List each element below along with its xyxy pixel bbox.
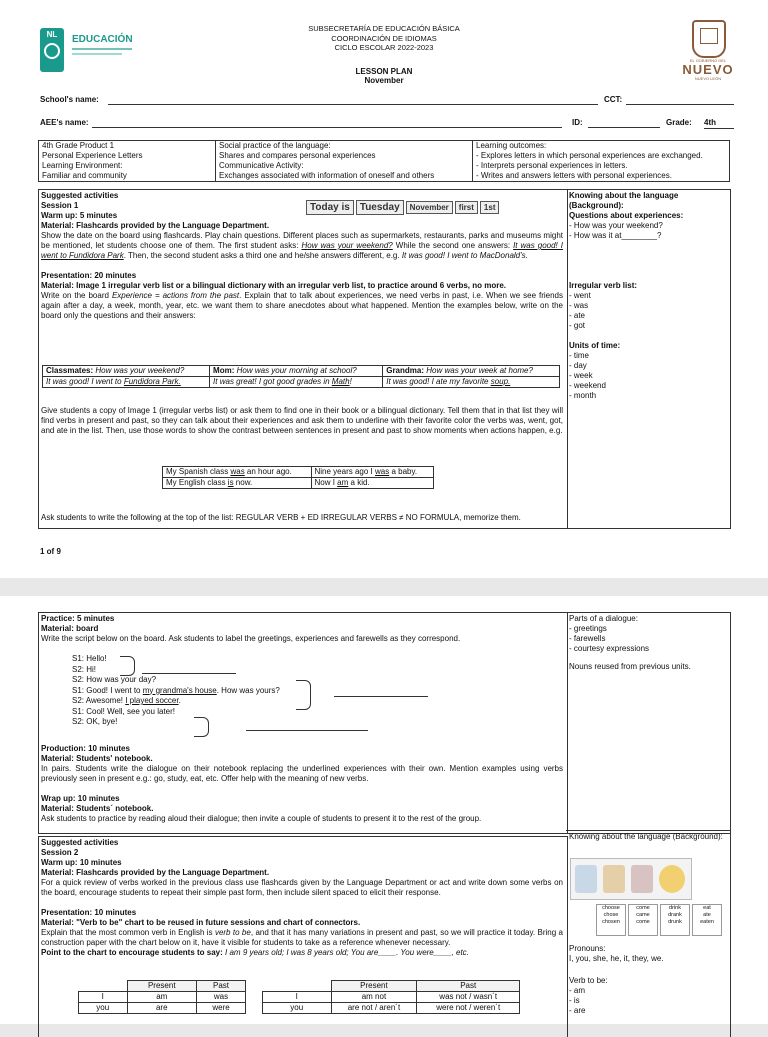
text-span: How was your morning at school? — [236, 366, 357, 375]
doc-month: November — [364, 76, 404, 85]
side-item: - got — [569, 321, 586, 330]
cct-field[interactable] — [626, 104, 734, 105]
text-span: a kid. — [348, 478, 370, 487]
text-span: Fundidora Park. — [123, 377, 181, 386]
product-title: 4th Grade Product 1 — [42, 141, 115, 150]
text-span: How was your weekend? — [95, 366, 185, 375]
presentation-title: Presentation: 10 minutes — [41, 908, 137, 917]
side-subtitle: Parts of a dialogue: — [569, 614, 638, 623]
text-span: come — [636, 919, 650, 925]
side-item: - week — [569, 371, 593, 380]
side-item: - greetings — [569, 624, 607, 633]
org-line-1: SUBSECRETARÍA DE EDUCACIÓN BÁSICA — [308, 24, 460, 33]
doc-title: LESSON PLAN — [355, 66, 413, 76]
verb-card — [692, 904, 722, 936]
contrast-table — [162, 466, 434, 489]
ask-students-text: Ask students to write the following at the top of the list: REGULAR VERB + ED IRREGULAR VERBS ≠ NO FORMULA, memorize them. — [41, 513, 521, 522]
text-span: come — [636, 905, 650, 911]
side-item: - day — [569, 361, 587, 370]
contrast-cell — [163, 467, 312, 478]
chart-cell: I — [263, 992, 332, 1003]
dialogue-script — [72, 654, 280, 728]
outcome-item: - Explores letters in which personal experiences are exchanged. — [476, 151, 703, 160]
side-item: - ate — [569, 311, 586, 320]
page-number: 1 of 9 — [40, 547, 61, 556]
dialogue-line — [72, 686, 280, 697]
side-subtitle: Knowing about the language (Background): — [569, 832, 723, 841]
practice-text: Write the script below on the board. Ask students to label the greetings, experiences and farewells as they correspond. — [41, 634, 461, 643]
environment-label: Learning Environment: — [42, 161, 123, 170]
text-span: . — [178, 696, 181, 705]
chart-cell: am — [127, 992, 197, 1003]
side-item: - are — [569, 1006, 586, 1015]
side-item: - is — [569, 996, 580, 1005]
session2-content — [41, 838, 563, 958]
flashcard: November — [406, 201, 453, 214]
side-subtitle: Verb to be: — [569, 976, 608, 985]
text-span: ate — [703, 912, 711, 918]
flashcard: Today is — [306, 200, 354, 215]
page-2 — [0, 596, 768, 1024]
text-span: choose — [602, 905, 620, 911]
text-span: eaten — [700, 919, 714, 925]
text-span: Now I — [314, 478, 338, 487]
text-span: It was good! I went to Fundidora Park — [41, 241, 564, 260]
practice-content — [41, 614, 563, 644]
education-logo-icon — [40, 28, 64, 72]
session1-content — [41, 191, 563, 321]
warmup-text: For a quick review of verbs worked in the previous class use flashcards given by the Language Department or act and write down some verbs on the board, encourage students to repeat their simple past form, then include silent spaced to elicit their response. — [41, 878, 563, 897]
chart-cell: were not / weren´t — [417, 1003, 520, 1014]
text-span: Point to the chart to encourage students to say: — [41, 948, 226, 957]
text-span: soup. — [490, 377, 511, 386]
chart-cell: are not / aren´t — [331, 1003, 417, 1014]
chart-cell: are — [127, 1003, 197, 1014]
text-span: drunk — [668, 919, 682, 925]
chart-cell: was — [197, 992, 246, 1003]
text-span: S2: How was your day? — [72, 675, 157, 684]
presentation-text — [41, 928, 563, 948]
chart-head — [263, 981, 332, 992]
text-span: my grandma's house — [142, 685, 217, 695]
id-label: ID: — [572, 118, 583, 127]
communicative-label: Communicative Activity: — [219, 161, 304, 170]
verb-card — [660, 904, 690, 936]
example-cell: It was great! I got good grades in Math! — [210, 377, 383, 388]
text-span: My Spanish class — [166, 467, 231, 476]
text-span: It was good! I went to — [46, 377, 124, 386]
dialogue-line — [72, 654, 280, 665]
side-item: - time — [569, 351, 589, 360]
text-span: S2: Awesome! — [72, 696, 126, 705]
side-title: Knowing about the language (Background): — [569, 191, 679, 210]
text-span: I played soccer — [125, 696, 179, 705]
side-item: - How was your weekend? — [569, 221, 663, 230]
text-span: an hour ago. — [244, 467, 292, 476]
warmup-text — [41, 231, 563, 261]
gov-caption: EL GOBIERNO DEL — [689, 58, 727, 63]
wrapup-material: Material: Students´ notebook. — [41, 804, 154, 813]
production-text: In pairs. Students write the dialogue on their notebook replacing the underlined experiences with their own. Mention examples using verbs previously seen in present e.g.: go, study, eat, etc. Offer help with the meaning of new verbs. — [41, 764, 563, 783]
product-name: Personal Experience Letters — [42, 151, 143, 160]
outcome-item: - Interprets personal experiences in letters. — [476, 161, 628, 170]
label-blank[interactable] — [334, 696, 428, 697]
text-span: My English class — [166, 478, 228, 487]
example-cell — [43, 366, 210, 377]
header-block — [200, 24, 568, 86]
side-item: - was — [569, 301, 589, 310]
example-cell — [383, 377, 560, 388]
side-item: - went — [569, 291, 591, 300]
side-subtitle: Units of time: — [569, 341, 621, 350]
social-practice-cell — [216, 141, 473, 182]
text-span: . Explain that to talk about experiences, we need verbs in past, i.e. When we see friends again after a day, a week, month, year, etc. we want them to share anecdotes about what happened. Mention the examples below, write on the board only the questions and their answers: — [41, 291, 564, 320]
production-title: Production: 10 minutes — [41, 744, 130, 753]
wrapup-text: Ask students to practice by reading aloud their dialogue; then invite a couple of students to present it to the rest of the group. — [41, 814, 482, 823]
chart-head: Past — [197, 981, 246, 992]
text-span: Show the date on the board using flashcards. Play chain questions. Different places such as supermarkets, restaurants, parks and museums might be mentioned, let students choose one of them. The first student asks: — [41, 231, 563, 250]
suggested-title: Suggested activities — [41, 191, 119, 200]
dialogue-line — [72, 696, 280, 707]
practice-title: Practice: 5 minutes — [41, 614, 115, 623]
text-span: eat — [703, 905, 711, 911]
contrast-cell — [163, 478, 312, 489]
text-span: Explain that the most common verb in English is — [41, 928, 215, 937]
text-span: . Then, the second student asks a third one and he/she answers different, e.g. — [123, 251, 402, 260]
bracket-greetings — [120, 656, 135, 676]
text-span: While the second one answers: — [392, 241, 514, 250]
id-field[interactable] — [588, 127, 660, 128]
org-line-2: COORDINACIÓN DE IDIOMAS — [331, 33, 437, 43]
text-span: , and that it has many variations in present and past, so we will practice it today. Bring a construction paper with the chart below on it, have it visible for students to take as a reference whenever necessary. — [41, 928, 564, 947]
verb-to-be-positive-chart — [78, 980, 246, 1014]
side-subtitle: Questions about experiences: — [569, 211, 684, 220]
text-span: I am 9 years old; I was 8 years old; You are____. You were____, etc. — [225, 948, 469, 957]
suggested-title: Suggested activities — [41, 838, 119, 847]
side-item: Nouns reused from previous units. — [569, 662, 691, 671]
social-practice-value: Shares and compares personal experiences — [219, 151, 376, 160]
presentation-text — [41, 291, 563, 321]
chart-head: Past — [417, 981, 520, 992]
dialogue-line — [72, 717, 280, 728]
education-logo-text: EDUCACIÓN — [72, 34, 133, 45]
flashcard: first — [455, 201, 478, 214]
example-cell — [210, 366, 383, 377]
contrast-cell — [311, 478, 434, 489]
text-span: S2: OK, bye! — [72, 717, 118, 726]
give-students-text: Give students a copy of Image 1 (irregular verbs list) or ask them to find one in their book or a bilingual dictionary. Tell them that in that list they will find verbs in present and past, so they can talk about their experiences and ask them to underline with their favorite color the verbs was, went, got, and ate in the list. Then, use those words to show the contrast between sentences in present and past to show moments when actions happen, e.g. — [41, 406, 563, 435]
flashcard: Tuesday — [356, 200, 404, 215]
dialogue-line — [72, 675, 280, 686]
production-content — [41, 744, 563, 824]
org-line-3: CICLO ESCOLAR 2022-2023 — [334, 43, 434, 52]
side-item: - weekend — [569, 381, 606, 390]
warmup-title: Warm up: 10 minutes — [41, 858, 122, 867]
text-span: How was your week at home? — [426, 366, 533, 375]
side2-content — [569, 614, 727, 672]
practice-material: Material: board — [41, 624, 99, 633]
government-seal-icon — [692, 20, 726, 58]
presentation-say — [41, 948, 563, 958]
text-span: a baby. — [389, 467, 418, 476]
text-span: It was great! I got good grades in — [213, 377, 332, 386]
text-span: drank — [668, 912, 682, 918]
side-item: I, you, she, he, it, they, we. — [569, 954, 664, 963]
text-span: now. — [233, 478, 253, 487]
text-span: . How was yours? — [216, 685, 280, 695]
side-item: - farewells — [569, 634, 606, 643]
gov-logo-text: NUEVO — [682, 62, 734, 77]
text-span: is — [227, 478, 234, 487]
text-span: Math — [331, 377, 350, 386]
cct-label: CCT: — [604, 95, 623, 104]
side1-content — [569, 191, 727, 401]
verb-card — [628, 904, 658, 936]
grade-value: 4th — [704, 118, 734, 129]
text-span: was — [230, 467, 245, 476]
text-span: Experience = actions from the past — [111, 291, 240, 300]
school-name-label: School's name: — [40, 95, 99, 104]
example-cell — [383, 366, 560, 377]
grade-label: Grade: — [666, 118, 692, 127]
product-cell — [39, 141, 216, 182]
bracket-farewells — [194, 717, 209, 737]
outcome-item: - Writes and answers letters with personal experiences. — [476, 171, 672, 180]
chart-head — [79, 981, 128, 992]
side-item: - am — [569, 986, 585, 995]
presentation-material: Material: "Verb to be" chart to be reused in future sessions and chart of connectors. — [41, 918, 361, 927]
side-item: - courtesy expressions — [569, 644, 650, 653]
outcomes-label: Learning outcomes: — [476, 141, 547, 150]
label-blank[interactable] — [142, 673, 236, 674]
text-span: Classmates: — [46, 366, 96, 375]
verb-to-be-negative-chart — [262, 980, 520, 1014]
logo-nl-text: NL — [46, 30, 58, 39]
text-span: Write on the board — [41, 291, 112, 300]
text-span: S1: Good! I went to — [72, 685, 143, 695]
bracket-experiences — [296, 680, 311, 710]
communicative-value: Exchanges associated with information of oneself and others — [219, 171, 435, 180]
verb-cards — [596, 904, 720, 936]
contrast-cell — [311, 467, 434, 478]
side3-lists — [569, 944, 727, 1016]
warmup-title: Warm up: 5 minutes — [41, 211, 118, 220]
warmup-material: Material: Flashcards provided by the Language Department. — [41, 221, 270, 230]
school-name-field[interactable] — [108, 104, 598, 105]
text-span: It was good! I ate my favorite — [386, 377, 491, 386]
flashcards-picture-icon — [570, 858, 692, 900]
session-title: Session 2 — [41, 848, 79, 857]
text-span: chose — [603, 912, 619, 918]
text-span: was — [374, 467, 390, 476]
outcomes-cell — [473, 141, 730, 182]
text-span: S1: Hello! — [72, 654, 107, 663]
text-span: S2: Hi! — [72, 664, 97, 674]
side-item: - month — [569, 391, 597, 400]
text-span: Nine years ago I — [314, 467, 375, 476]
text-span: It was good! I went to MacDonald's. — [401, 251, 528, 260]
examples-table — [42, 365, 560, 388]
side3-content — [569, 832, 727, 842]
aee-name-label: AEE's name: — [40, 118, 89, 127]
presentation-material: Material: Image 1 irregular verb list or a bilingual dictionary with an irregular verb list, to practice around 6 verbs, no more. — [41, 281, 507, 290]
wrapup-title: Wrap up: 10 minutes — [41, 794, 120, 803]
verb-card — [596, 904, 626, 936]
chart-cell: am not — [331, 992, 417, 1003]
chart-head: Present — [127, 981, 197, 992]
example-cell — [43, 377, 210, 388]
text-span: Mom: — [213, 366, 237, 375]
aee-name-field[interactable] — [92, 127, 562, 128]
chart-cell: was not / wasn´t — [417, 992, 520, 1003]
text-span: How was your weekend? — [301, 241, 393, 250]
text-span: verb to be — [214, 928, 251, 937]
social-practice-label: Social practice of the language: — [219, 141, 331, 150]
production-material: Material: Students' notebook. — [41, 754, 153, 763]
side-item: - How was it at________? — [569, 231, 662, 240]
gov-logo-subtext: NUEVO LEÓN — [694, 76, 722, 81]
chart-cell: you — [79, 1003, 128, 1014]
warmup-material: Material: Flashcards provided by the Language Department. — [41, 868, 270, 877]
text-span: chosen — [602, 919, 620, 925]
chart-cell: I — [79, 992, 128, 1003]
chart-cell: were — [197, 1003, 246, 1014]
side-subtitle: Pronouns: — [569, 944, 606, 953]
overview-table — [38, 140, 730, 182]
label-blank[interactable] — [246, 730, 368, 731]
text-span: am — [337, 478, 349, 487]
environment-value: Familiar and community — [42, 171, 127, 180]
chart-head: Present — [331, 981, 417, 992]
chart-cell: you — [263, 1003, 332, 1014]
text-span: Grandma: — [386, 366, 427, 375]
text-span: drink — [669, 905, 681, 911]
text-span: came — [636, 912, 650, 918]
presentation-title: Presentation: 20 minutes — [41, 271, 137, 280]
text-span: S1: Cool! Well, see you later! — [72, 706, 176, 716]
flashcard: 1st — [480, 201, 500, 214]
session-title: Session 1 — [41, 201, 79, 210]
side-subtitle: Irregular verb list: — [569, 281, 638, 290]
dialogue-line — [72, 707, 280, 718]
